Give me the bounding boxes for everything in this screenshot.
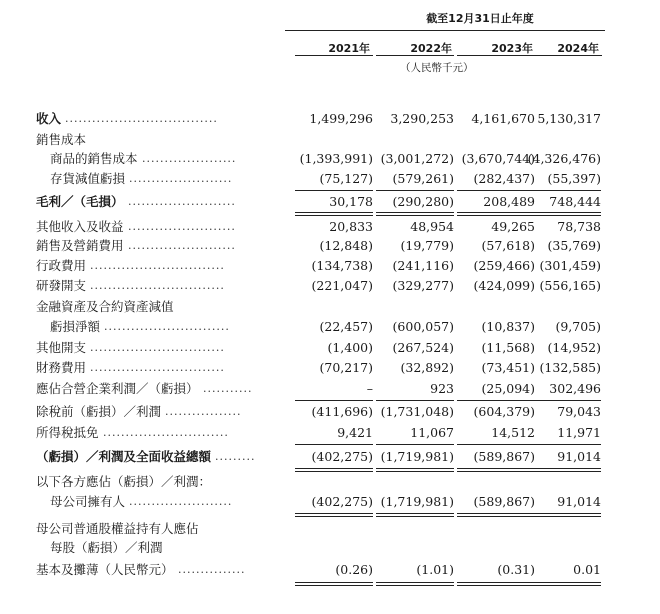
row-label: 母公司普通股權益持有人應佔 xyxy=(36,521,199,536)
leader-dots: ............................ xyxy=(103,426,229,439)
cell-value: 3,290,253 xyxy=(390,111,454,126)
cell-value: (424,099) xyxy=(473,278,535,293)
cell-value: 30,178 xyxy=(329,194,373,209)
row-label: 毛利／（毛損） xyxy=(36,194,124,209)
cell-value: 1,499,296 xyxy=(309,111,373,126)
row-label: 研發開支 xyxy=(36,278,87,293)
column-rule xyxy=(376,215,454,216)
cell-value: (1,719,981) xyxy=(380,494,454,509)
cell-value: (4,326,476) xyxy=(527,151,601,166)
cell-value: (290,280) xyxy=(392,194,454,209)
cell-value: (241,116) xyxy=(392,258,454,273)
cell-value: (411,696) xyxy=(311,404,373,419)
cell-value: – xyxy=(366,381,373,396)
cell-value: 302,496 xyxy=(549,381,601,396)
cell-value: (402,275) xyxy=(311,494,373,509)
cell-value: 91,014 xyxy=(557,494,601,509)
year-header-2023: 2023年 xyxy=(491,42,533,55)
cell-value: 14,512 xyxy=(491,425,535,440)
cell-value: 11,971 xyxy=(557,425,601,440)
leader-dots: ............................ xyxy=(104,320,230,333)
cell-value: (259,466) xyxy=(473,258,535,273)
column-rule xyxy=(295,190,373,191)
column-rule xyxy=(523,471,601,472)
column-rule xyxy=(295,516,373,517)
year-underline xyxy=(295,55,373,56)
column-rule xyxy=(523,444,601,445)
leader-dots: ............... xyxy=(178,563,246,576)
cell-value: (32,892) xyxy=(400,360,454,375)
cell-value: (73,451) xyxy=(481,360,535,375)
cell-value: (10,837) xyxy=(481,319,535,334)
cell-value: (70,217) xyxy=(319,360,373,375)
column-rule xyxy=(376,400,454,401)
cell-value: 923 xyxy=(430,381,454,396)
cell-value: (3,670,744) xyxy=(461,151,535,166)
cell-value: (267,524) xyxy=(392,340,454,355)
leader-dots: ........................ xyxy=(128,195,236,208)
column-rule xyxy=(376,444,454,445)
cell-value: (1,731,048) xyxy=(380,404,454,419)
row-label: 每股（虧損）／利潤 xyxy=(50,540,163,555)
column-rule xyxy=(295,212,373,213)
cell-value: 11,067 xyxy=(410,425,454,440)
cell-value: (132,585) xyxy=(539,360,601,375)
leader-dots: ........... xyxy=(203,382,253,395)
cell-value: (12,848) xyxy=(319,238,373,253)
cell-value: (556,165) xyxy=(539,278,601,293)
header-rule xyxy=(285,30,605,31)
cell-value: (19,779) xyxy=(400,238,454,253)
row-label: 其他收入及收益 xyxy=(36,219,124,234)
row-label: 財務費用 xyxy=(36,360,87,375)
column-rule xyxy=(523,215,601,216)
cell-value: (22,457) xyxy=(319,319,373,334)
cell-value: (329,277) xyxy=(392,278,454,293)
column-rule xyxy=(295,215,373,216)
cell-value: (1,719,981) xyxy=(380,449,454,464)
leader-dots: ..................... xyxy=(142,152,237,165)
column-rule xyxy=(523,513,601,514)
cell-value: (11,568) xyxy=(481,340,535,355)
column-rule xyxy=(376,516,454,517)
leader-dots: ........................ xyxy=(128,239,236,252)
cell-value: (14,952) xyxy=(547,340,601,355)
row-label: 商品的銷售成本 xyxy=(50,151,138,166)
cell-value: (0.31) xyxy=(497,562,535,577)
column-rule xyxy=(295,513,373,514)
leader-dots: .................................. xyxy=(65,112,218,125)
column-rule xyxy=(376,582,454,583)
leader-dots: ......... xyxy=(215,450,256,463)
row-label: 虧損淨額 xyxy=(50,319,101,334)
cell-value: (134,738) xyxy=(311,258,373,273)
column-rule xyxy=(523,582,601,583)
cell-value: 20,833 xyxy=(329,219,373,234)
leader-dots: .............................. xyxy=(90,341,225,354)
cell-value: 4,161,670 xyxy=(471,111,535,126)
cell-value: (1.01) xyxy=(416,562,454,577)
column-rule xyxy=(295,582,373,583)
column-rule xyxy=(523,585,601,586)
row-label: 收入 xyxy=(36,111,62,126)
year-underline xyxy=(376,55,454,56)
row-label: 其他開支 xyxy=(36,340,87,355)
leader-dots: ................. xyxy=(165,405,242,418)
column-rule xyxy=(376,585,454,586)
leader-dots: .............................. xyxy=(90,259,225,272)
cell-value: (35,769) xyxy=(547,238,601,253)
column-rule xyxy=(295,585,373,586)
row-label: 銷售及營銷費用 xyxy=(36,238,124,253)
column-rule xyxy=(295,444,373,445)
row-label: 行政費用 xyxy=(36,258,87,273)
cell-value: (0.26) xyxy=(335,562,373,577)
cell-value: (75,127) xyxy=(319,171,373,186)
cell-value: 0.01 xyxy=(573,562,601,577)
cell-value: (1,393,991) xyxy=(299,151,373,166)
cell-value: 91,014 xyxy=(557,449,601,464)
column-rule xyxy=(376,513,454,514)
column-rule xyxy=(523,190,601,191)
cell-value: 5,130,317 xyxy=(537,111,601,126)
year-header-2021: 2021年 xyxy=(328,42,370,55)
leader-dots: .............................. xyxy=(90,361,225,374)
column-rule xyxy=(376,471,454,472)
cell-value: 208,489 xyxy=(483,194,535,209)
row-label: 基本及攤薄（人民幣元） xyxy=(36,562,174,577)
cell-value: 78,738 xyxy=(557,219,601,234)
column-rule xyxy=(295,471,373,472)
cell-value: (9,705) xyxy=(555,319,601,334)
column-rule xyxy=(523,516,601,517)
row-label: 母公司擁有人 xyxy=(50,494,126,509)
cell-value: (301,459) xyxy=(539,258,601,273)
row-label: （虧損）／利潤及全面收益總額 xyxy=(36,449,212,464)
column-rule xyxy=(295,400,373,401)
leader-dots: ....................... xyxy=(129,172,233,185)
column-rule xyxy=(523,468,601,469)
leader-dots: .............................. xyxy=(90,279,225,292)
cell-value: (604,379) xyxy=(473,404,535,419)
cell-value: (282,437) xyxy=(473,171,535,186)
year-underline xyxy=(524,55,602,56)
row-label: 金融資產及合約資產減值 xyxy=(36,299,174,314)
cell-value: 748,444 xyxy=(549,194,601,209)
row-label: 所得稅抵免 xyxy=(36,425,99,440)
cell-value: 79,043 xyxy=(557,404,601,419)
cell-value: (221,047) xyxy=(311,278,373,293)
year-header-2022: 2022年 xyxy=(410,42,452,55)
cell-value: (1,400) xyxy=(327,340,373,355)
cell-value: (589,867) xyxy=(473,449,535,464)
cell-value: (55,397) xyxy=(547,171,601,186)
row-label: 存貨減值虧損 xyxy=(50,171,126,186)
cell-value: (402,275) xyxy=(311,449,373,464)
cell-value: (600,057) xyxy=(392,319,454,334)
leader-dots: ........................ xyxy=(128,220,236,233)
column-rule xyxy=(376,212,454,213)
row-label: 以下各方應佔（虧損）／利潤： xyxy=(36,474,212,489)
column-rule xyxy=(523,212,601,213)
column-rule xyxy=(295,468,373,469)
cell-value: 48,954 xyxy=(410,219,454,234)
column-rule xyxy=(376,468,454,469)
row-label: 銷售成本 xyxy=(36,132,87,147)
leader-dots: ....................... xyxy=(129,495,233,508)
unit-label: （人民幣千元） xyxy=(400,62,474,74)
row-label: 應佔合營企業利潤／（虧損） xyxy=(36,381,199,396)
year-header-2024: 2024年 xyxy=(557,42,599,55)
column-rule xyxy=(376,190,454,191)
cell-value: (25,094) xyxy=(481,381,535,396)
period-header: 截至12月31日止年度 xyxy=(426,12,534,25)
cell-value: (57,618) xyxy=(481,238,535,253)
cell-value: 9,421 xyxy=(337,425,373,440)
cell-value: (3,001,272) xyxy=(380,151,454,166)
cell-value: (589,867) xyxy=(473,494,535,509)
cell-value: (579,261) xyxy=(392,171,454,186)
column-rule xyxy=(523,400,601,401)
cell-value: 49,265 xyxy=(491,219,535,234)
row-label: 除稅前（虧損）／利潤 xyxy=(36,404,162,419)
